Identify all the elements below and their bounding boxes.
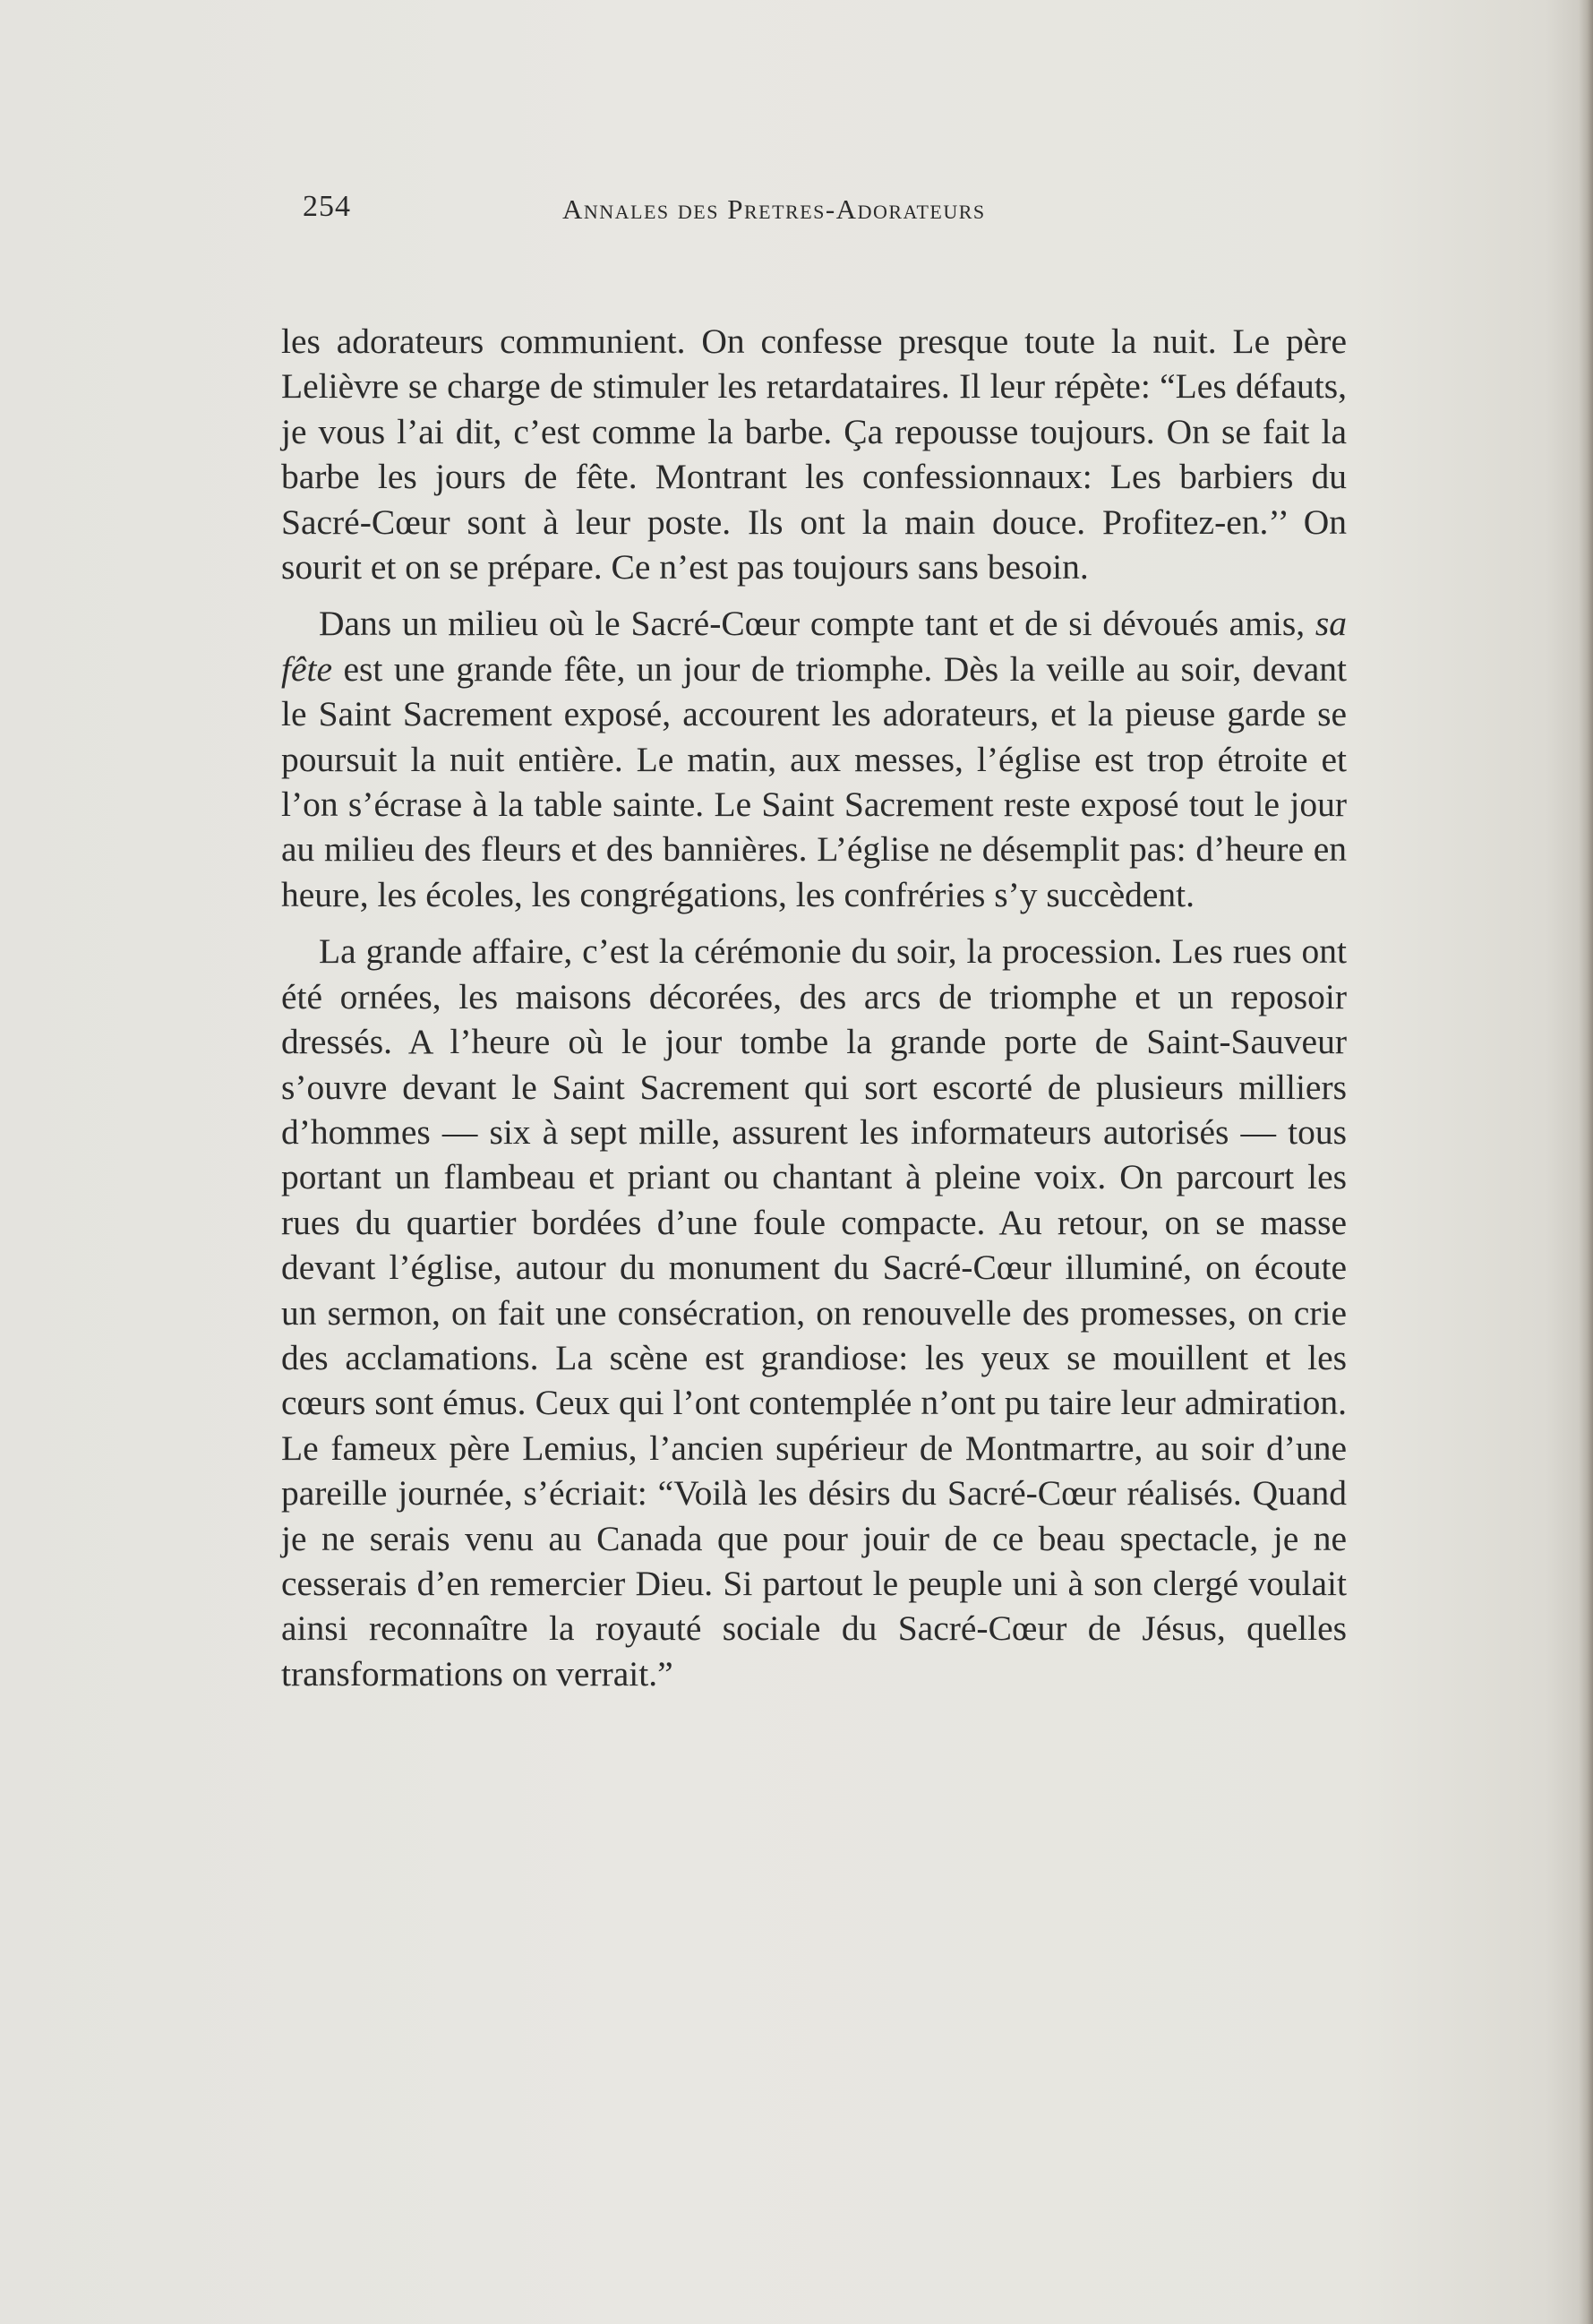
- page-number: 254: [303, 190, 351, 223]
- paragraph-1: les adorateurs communient. On confesse presque toute la nuit. Le père Lelièvre se charge de stimuler les retardataires. Il leur répète: “Les défauts, je vous l’ai dit, c’est comme la barbe. Ça repousse toujours. On se fait la barbe les jours de fête. Montrant les confessionnaux: Les barbiers du Sacré-Cœur sont à leur poste. Ils ont la main douce. Profitez-en.’’ On sourit et on se prépare. Ce n’est pas toujours sans besoin.: [281, 322, 1347, 587]
- paragraph-2-end: est une grande fête, un jour de triomphe. Dès la veille au soir, devant le Saint Sacrement exposé, accourent les adorateurs, et la pieuse garde se poursuit la nuit entière. Le matin, aux messes, l’église est trop étroite et l’on s’écrase à la table sainte. Le Saint Sacrement reste exposé tout le jour au milieu des fleurs et des bannières. L’église ne désemplit pas: d’heure en heure, les écoles, les congrégations, les confréries s’y succèdent.: [281, 648, 1347, 914]
- body-text: [281, 319, 1347, 1696]
- paragraph-2-italic: sa fête: [281, 604, 1347, 689]
- paragraph-2: [281, 601, 1347, 917]
- running-head: Annales des Pretres-Adorateurs: [562, 193, 986, 225]
- page-header: [303, 190, 1332, 244]
- paragraph-2-start: Dans un milieu où le Sacré-Cœur compte tant et de si dévoués amis,: [319, 604, 1315, 644]
- page-edge-shadow: [1579, 0, 1593, 2324]
- paragraph-3: La grande affaire, c’est la cérémonie du soir, la procession. Les rues ont été ornées, les maisons décorées, des arcs de triomphe et un reposoir dressés. A l’heure où le jour tombe la grande porte de Saint-Sauveur s’ouvre devant le Saint Sacrement qui sort escorté de plusieurs milliers d’hommes — six à sept mille, assurent les informateurs autorisés — tous portant un flambeau et priant ou chantant à pleine voix. On parcourt les rues du quartier bordées d’une foule compacte. Au retour, on se masse devant l’église, autour du monument du Sacré-Cœur illuminé, on écoute un sermon, on fait une consécration, on renouvelle des promesses, on crie des acclamations. La scène est grandiose: les yeux se mouillent et les cœurs sont émus. Ceux qui l’ont contemplée n’ont pu taire leur admiration. Le fameux père Lemius, l’ancien supérieur de Montmartre, au soir d’une pareille journée, s’écriait: “Voilà les désirs du Sacré-Cœur réalisés. Quand je ne serais venu au Canada que pour jouir de ce beau spectacle, je ne cesserais d’en remercier Dieu. Si partout le peuple uni à son clergé voulait ainsi reconnaître la royauté sociale du Sacré-Cœur de Jésus, quelles transformations on verrait.”: [281, 931, 1347, 1694]
